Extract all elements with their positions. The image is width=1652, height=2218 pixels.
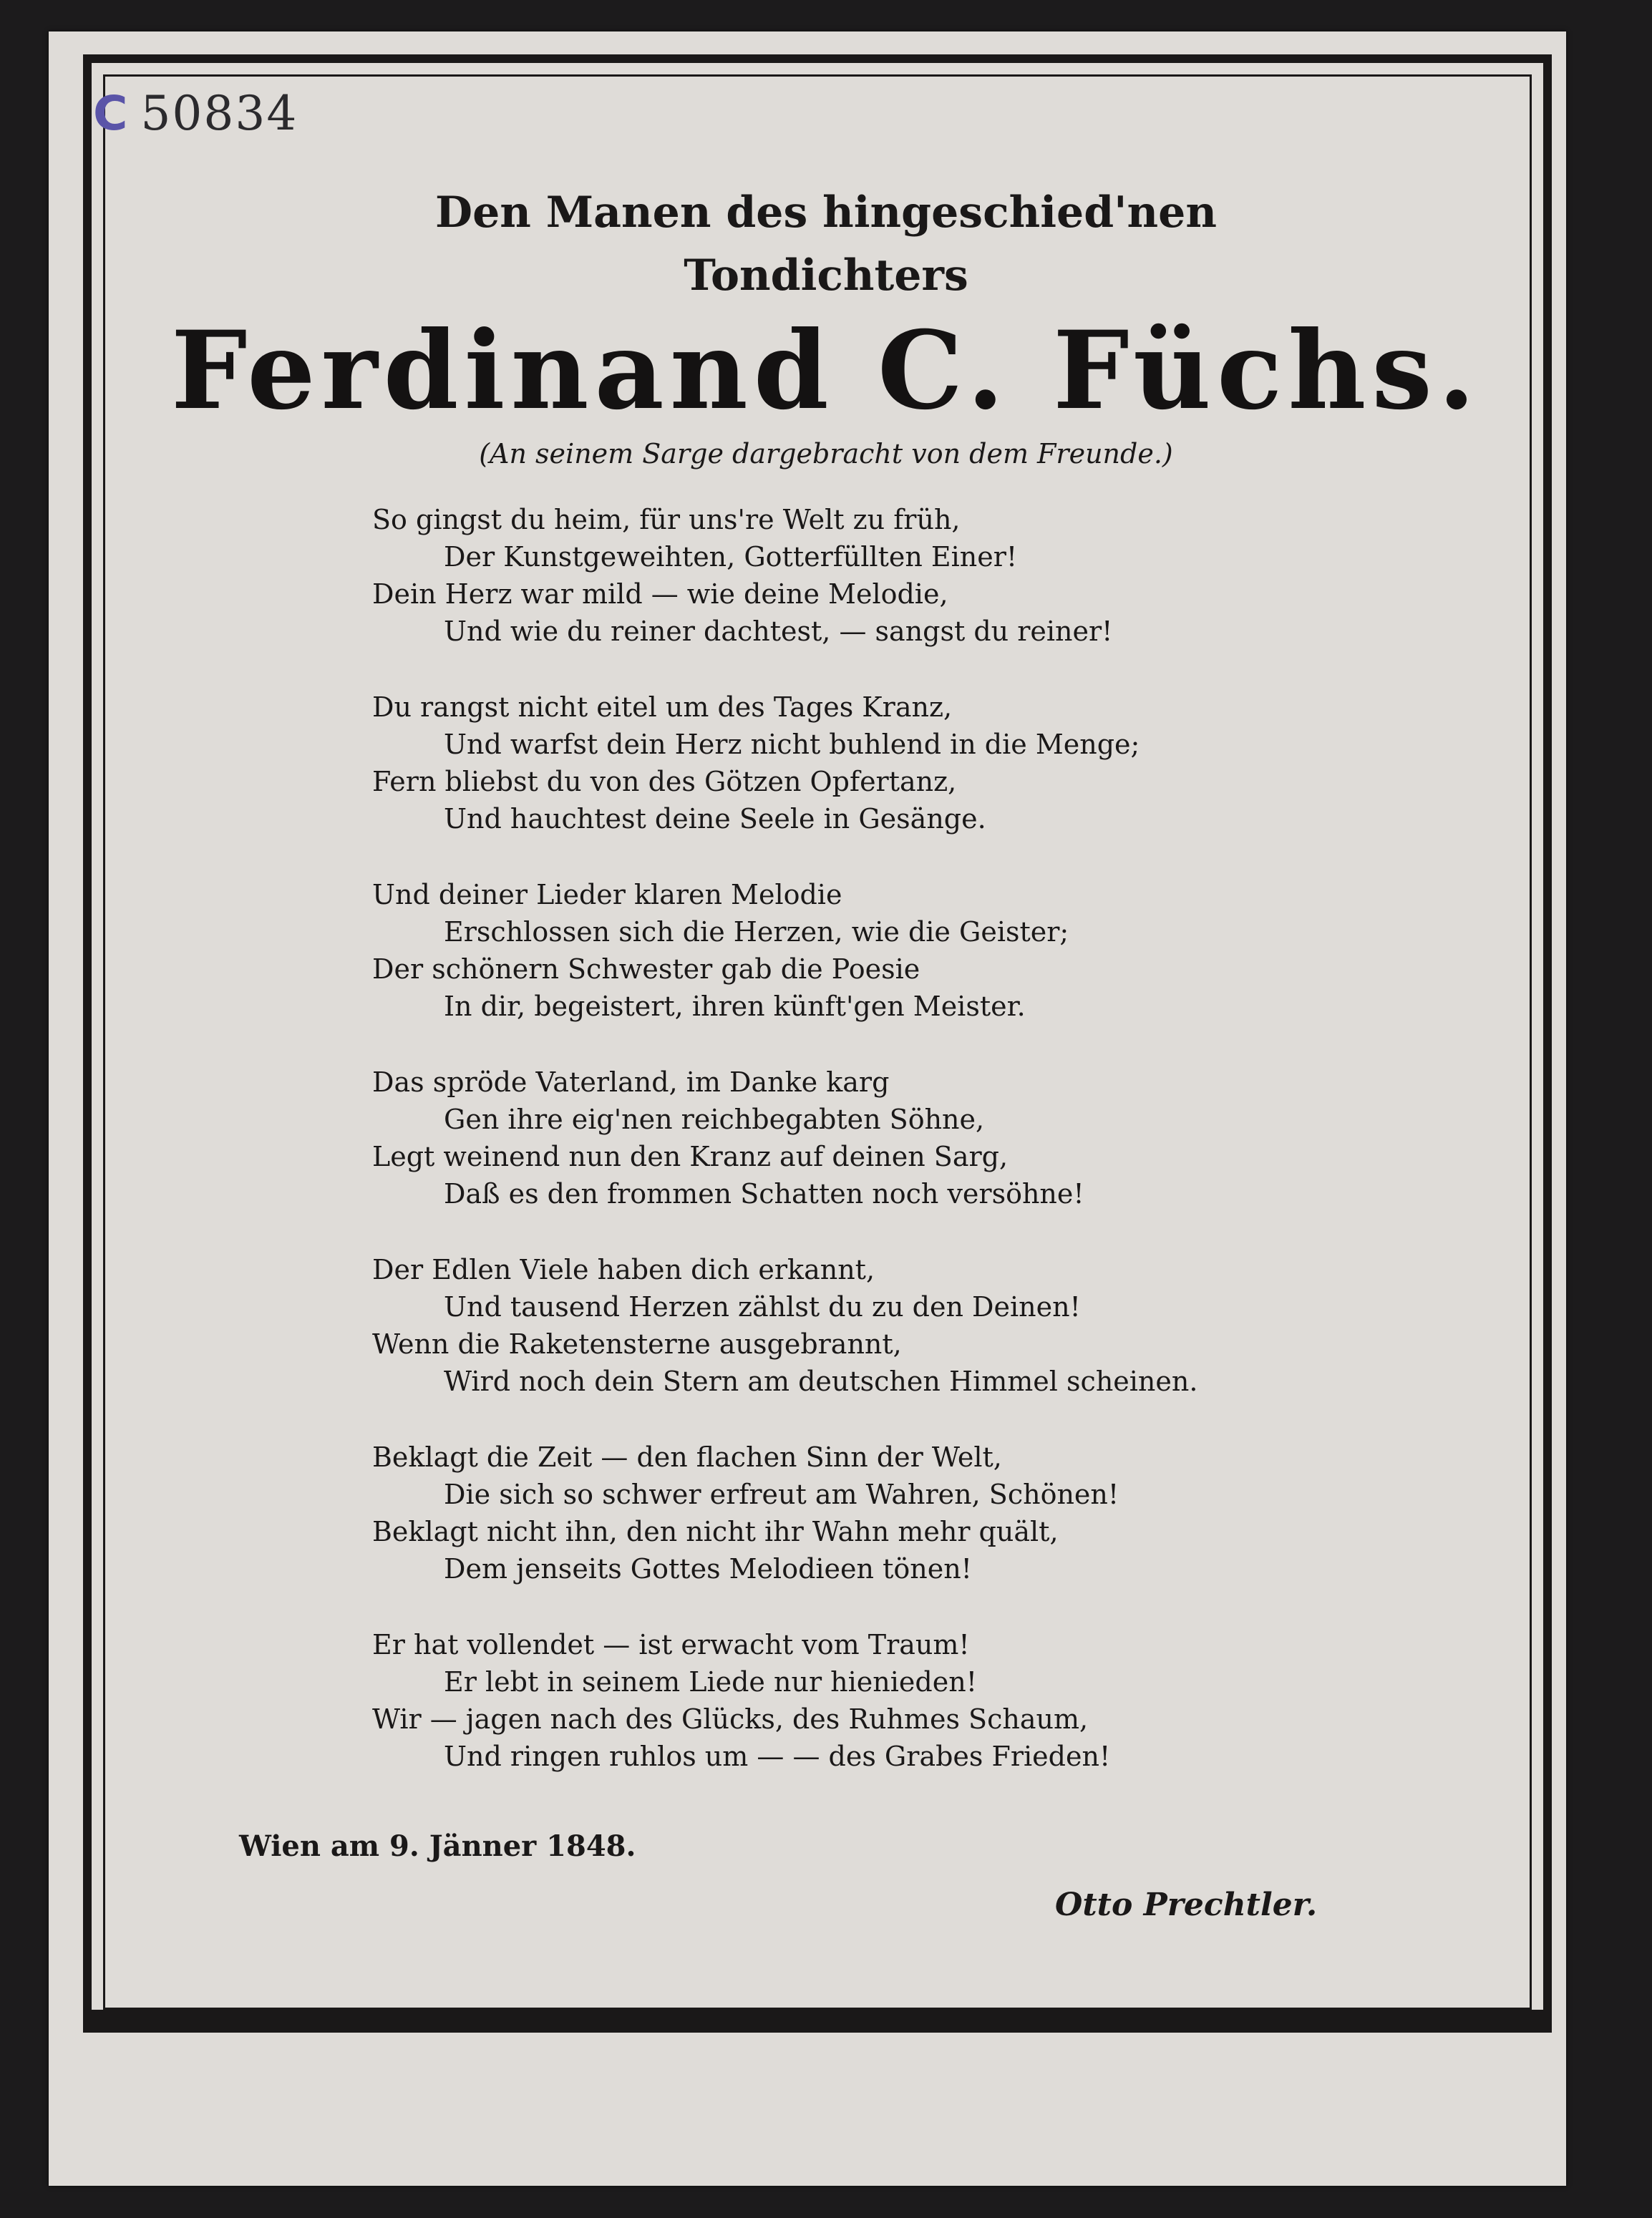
poem-line: Dem jenseits Gottes Melodieen tönen! bbox=[444, 1553, 972, 1585]
poem-line: Gen ihre eig'nen reichbegabten Söhne, bbox=[444, 1104, 985, 1135]
stanza-2 bbox=[372, 689, 1260, 837]
stanza-1 bbox=[372, 501, 1260, 650]
poem-line: Fern bliebst du von des Götzen Opfertanz, bbox=[372, 766, 957, 797]
poem-line: Er lebt in seinem Liede nur hienieden! bbox=[444, 1666, 977, 1698]
poem-line: Und warfst dein Herz nicht buhlend in die Menge; bbox=[444, 729, 1140, 760]
composer-name: Ferdinand C. Füchs. bbox=[170, 308, 1482, 434]
dedication: (An seinem Sarge dargebracht von dem Freunde.) bbox=[479, 438, 1173, 470]
library-stamp: C bbox=[93, 86, 130, 141]
poem-line: Und wie du reiner dachtest, — sangst du reiner! bbox=[444, 616, 1113, 647]
poem-line: Wird noch dein Stern am deutschen Himmel scheinen. bbox=[444, 1366, 1198, 1397]
poem-line: Und ringen ruhlos um — — des Grabes Frieden! bbox=[444, 1741, 1111, 1772]
catalog-number-text: 50834 bbox=[140, 86, 298, 141]
stanza-7 bbox=[372, 1626, 1260, 1775]
author-signature: Otto Prechtler. bbox=[1055, 1887, 1318, 1923]
heading-line-1: Den Manen des hingeschied'nen bbox=[435, 188, 1217, 238]
poem-line: Wir — jagen nach des Glücks, des Ruhmes Schaum, bbox=[372, 1703, 1089, 1735]
mourning-border-bottom bbox=[83, 2010, 1552, 2033]
poem-line: Die sich so schwer erfreut am Wahren, Schönen! bbox=[444, 1479, 1119, 1510]
poem-line: So gingst du heim, für uns're Welt zu früh, bbox=[372, 504, 961, 535]
place-date: Wien am 9. Jänner 1848. bbox=[239, 1829, 636, 1863]
heading-line-2: Tondichters bbox=[684, 251, 968, 301]
poem bbox=[372, 501, 1260, 1814]
catalog-number bbox=[93, 86, 298, 141]
poem-line: Beklagt die Zeit — den flachen Sinn der Welt, bbox=[372, 1441, 1002, 1473]
poem-line: Und deiner Lieder klaren Melodie bbox=[372, 879, 842, 910]
poem-line: In dir, begeistert, ihren künft'gen Meister. bbox=[444, 991, 1026, 1022]
poem-line: Legt weinend nun den Kranz auf deinen Sarg, bbox=[372, 1141, 1009, 1172]
poem-line: Erschlossen sich die Herzen, wie die Geister; bbox=[444, 916, 1069, 948]
poem-line: Und tausend Herzen zählst du zu den Deinen! bbox=[444, 1291, 1081, 1323]
poem-line: Dein Herz war mild — wie deine Melodie, bbox=[372, 578, 948, 610]
stanza-4 bbox=[372, 1064, 1260, 1212]
poem-line: Und hauchtest deine Seele in Gesänge. bbox=[444, 803, 986, 835]
poem-line: Der Kunstgeweihten, Gotterfüllten Einer! bbox=[444, 541, 1018, 573]
stanza-6 bbox=[372, 1439, 1260, 1587]
poem-line: Du rangst nicht eitel um des Tages Kranz, bbox=[372, 691, 953, 723]
poem-line: Beklagt nicht ihn, den nicht ihr Wahn mehr quält, bbox=[372, 1516, 1059, 1547]
poem-line: Er hat vollendet — ist erwacht vom Traum! bbox=[372, 1629, 970, 1660]
poem-line: Wenn die Raketensterne ausgebrannt, bbox=[372, 1328, 902, 1360]
poem-line: Der Edlen Viele haben dich erkannt, bbox=[372, 1254, 875, 1285]
poem-line: Der schönern Schwester gab die Poesie bbox=[372, 953, 920, 985]
poem-line: Daß es den frommen Schatten noch versöhne! bbox=[444, 1178, 1084, 1210]
stanza-5 bbox=[372, 1251, 1260, 1400]
poem-line: Das spröde Vaterland, im Danke karg bbox=[372, 1066, 890, 1098]
stanza-3 bbox=[372, 876, 1260, 1025]
